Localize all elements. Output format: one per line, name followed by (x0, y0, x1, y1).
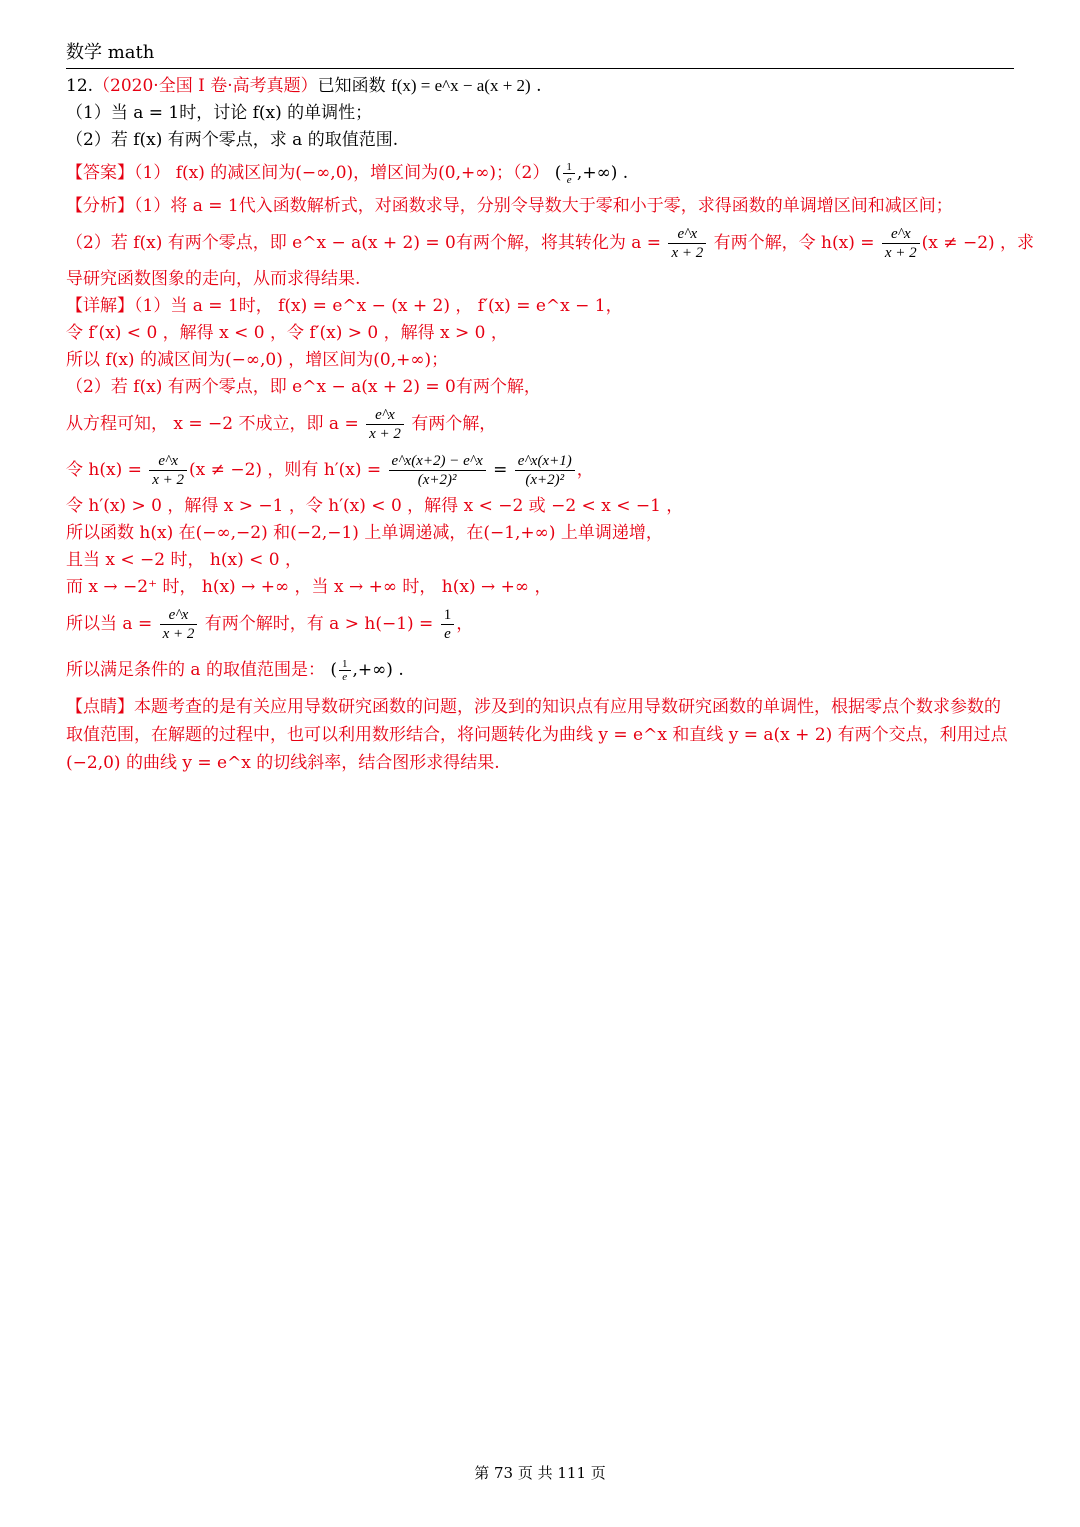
detail-line-4: （2）若 f(x) 有两个零点，即 e^x − a(x + 2) = 0有两个解， (66, 377, 541, 397)
question-2: （2）若 f(x) 有两个零点，求 a 的取值范围. (66, 130, 399, 150)
answer-text-1: （1） f(x) 的减区间为(−∞,0)，增区间为(0,+∞)；（2） (134, 163, 550, 183)
analysis-line-3: 导研究函数图象的走向，从而求得结果. (66, 269, 361, 289)
detail-line-8: 所以函数 h(x) 在(−∞,−2) 和(−2,−1) 上单调递减，在(−1,+∞) 上单调递增， (66, 523, 663, 543)
detail-fraction-a: $\frac{e\^{}x}{x + 2}$ (366, 406, 404, 443)
detail-fraction-a-2: $\frac{e\^{}x}{x + 2}$ (160, 606, 198, 643)
problem-formula: f(x) = e^x − a(x + 2) (391, 76, 531, 95)
detail-line-10: 而 x → −2⁺ 时， h(x) → +∞ ，当 x → +∞ 时， h(x) → +∞ ， (66, 577, 552, 597)
detail-fraction-hprime-2: $\frac{e\^{}x(x+1)}{\text{(x+2)²}}$ (515, 452, 575, 489)
analysis-fraction-a: $\frac{e\^{}x}{x + 2}$ (668, 225, 706, 262)
analysis-line-1: 【分析】（1）将 a = 1代入函数解析式，对函数求导，分别令导数大于零和小于零，求得函数的单调增区间和减区间； (66, 196, 953, 216)
page-header: 数学 math (66, 40, 1014, 69)
detail-line-9: 且当 x < −2 时， h(x) < 0 ， (66, 550, 302, 570)
detail-tag: 【详解】 (66, 296, 134, 316)
detail-line-7: 令 h′(x) > 0 ，解得 x > −1 ，令 h′(x) < 0 ，解得 x < −2 或 −2 < x < −1 ， (66, 496, 684, 516)
content-body (66, 72, 1035, 777)
answer-fraction: $\frac{1}{e}$ (563, 161, 575, 186)
detail-fraction-hprime-1: $\frac{e\^{}x(x+2) - e\^{}x}{\text{(x+2)²}}$ (389, 452, 486, 489)
detail-line-3: 所以 f(x) 的减区间为(−∞,0) ，增区间为(0,+∞)； (66, 350, 449, 370)
page-footer: 第 73 页 共 111 页 (474, 1464, 606, 1482)
problem-source: （2020·全国 I 卷·高考真题） (93, 76, 318, 96)
problem-stem-text: 已知函数 (317, 76, 386, 96)
problem-stem: 12.（2020·全国 I 卷·高考真题）已知函数 f(x) = e^x − a(x + 2) . (66, 76, 542, 96)
answer-line: 【答案】（1） f(x) 的减区间为(−∞,0)，增区间为(0,+∞)；（2） ( $\frac{1}{e}$ ,+∞) . (66, 161, 629, 186)
detail-line-2: 令 f′(x) < 0 ，解得 x < 0 ，令 f′(x) > 0 ，解得 x > 0 ， (66, 323, 508, 343)
analysis-tag: 【分析】 (66, 196, 134, 216)
detail-line-12: 所以满足条件的 a 的取值范围是： ( $\frac{1}{e}$ ,+∞) . (66, 658, 404, 683)
detail-line-11: 所以当 a = $\frac{e\^{}x}{x + 2}$ 有两个解时，有 a > h(−1) = $\frac{1}{e}$ ， (66, 607, 474, 642)
detail-line-6: 令 h(x) = $\frac{e\^{}x}{x + 2}$ (x ≠ −2) ，则有 h′(x) = $\frac{e\^{}x(x+2) - e\^{}x}{\text{(x+2)²}}$ = $\frac{e\^{}x(x+1)}{\text{(x+2)²}}$ ， (66, 453, 594, 488)
comment-paragraph: 【点睛】本题考查的是有关应用导数研究函数的问题，涉及到的知识点有应用导数研究函数的单调性，根据零点个数求参数的取值范围，在解题的过程中，也可以利用数形结合，将问题转化为曲线 y = e^x 和直线 y = a(x + 2) 有两个交点，利用过点(−2,0) 的曲线 y = e^x 的切线斜率，结合图形求得结果. (66, 697, 1008, 773)
detail-fraction-h: $\frac{e\^{}x}{x + 2}$ (149, 452, 187, 489)
detail-line-5: 从方程可知， x = −2 不成立，即 a = $\frac{e\^{}x}{x + 2}$ 有两个解， (66, 407, 497, 442)
analysis-fraction-h: $\frac{e\^{}x}{x + 2}$ (882, 225, 920, 262)
problem-number: 12. (66, 76, 94, 96)
detail-fraction-range: $\frac{1}{e}$ (339, 658, 351, 683)
answer-tag: 【答案】 (66, 163, 134, 183)
analysis-line-2: （2）若 f(x) 有两个零点，即 e^x − a(x + 2) = 0有两个解，将其转化为 a = $\frac{e\^{}x}{x + 2}$ 有两个解，令 h(x) = $\frac{e\^{}x}{x + 2}$ (x ≠ −2) ，求 (66, 226, 1035, 261)
answer-text-2: ,+∞) . (576, 163, 629, 183)
detail-line-1: 【详解】（1）当 a = 1时， f(x) = e^x − (x + 2) ， f′(x) = e^x − 1， (66, 296, 623, 316)
question-1: （1）当 a = 1时，讨论 f(x) 的单调性； (66, 103, 373, 123)
comment-tag: 【点睛】 (66, 697, 134, 717)
detail-fraction-1-over-e: $\frac{1}{e}$ (441, 606, 455, 643)
